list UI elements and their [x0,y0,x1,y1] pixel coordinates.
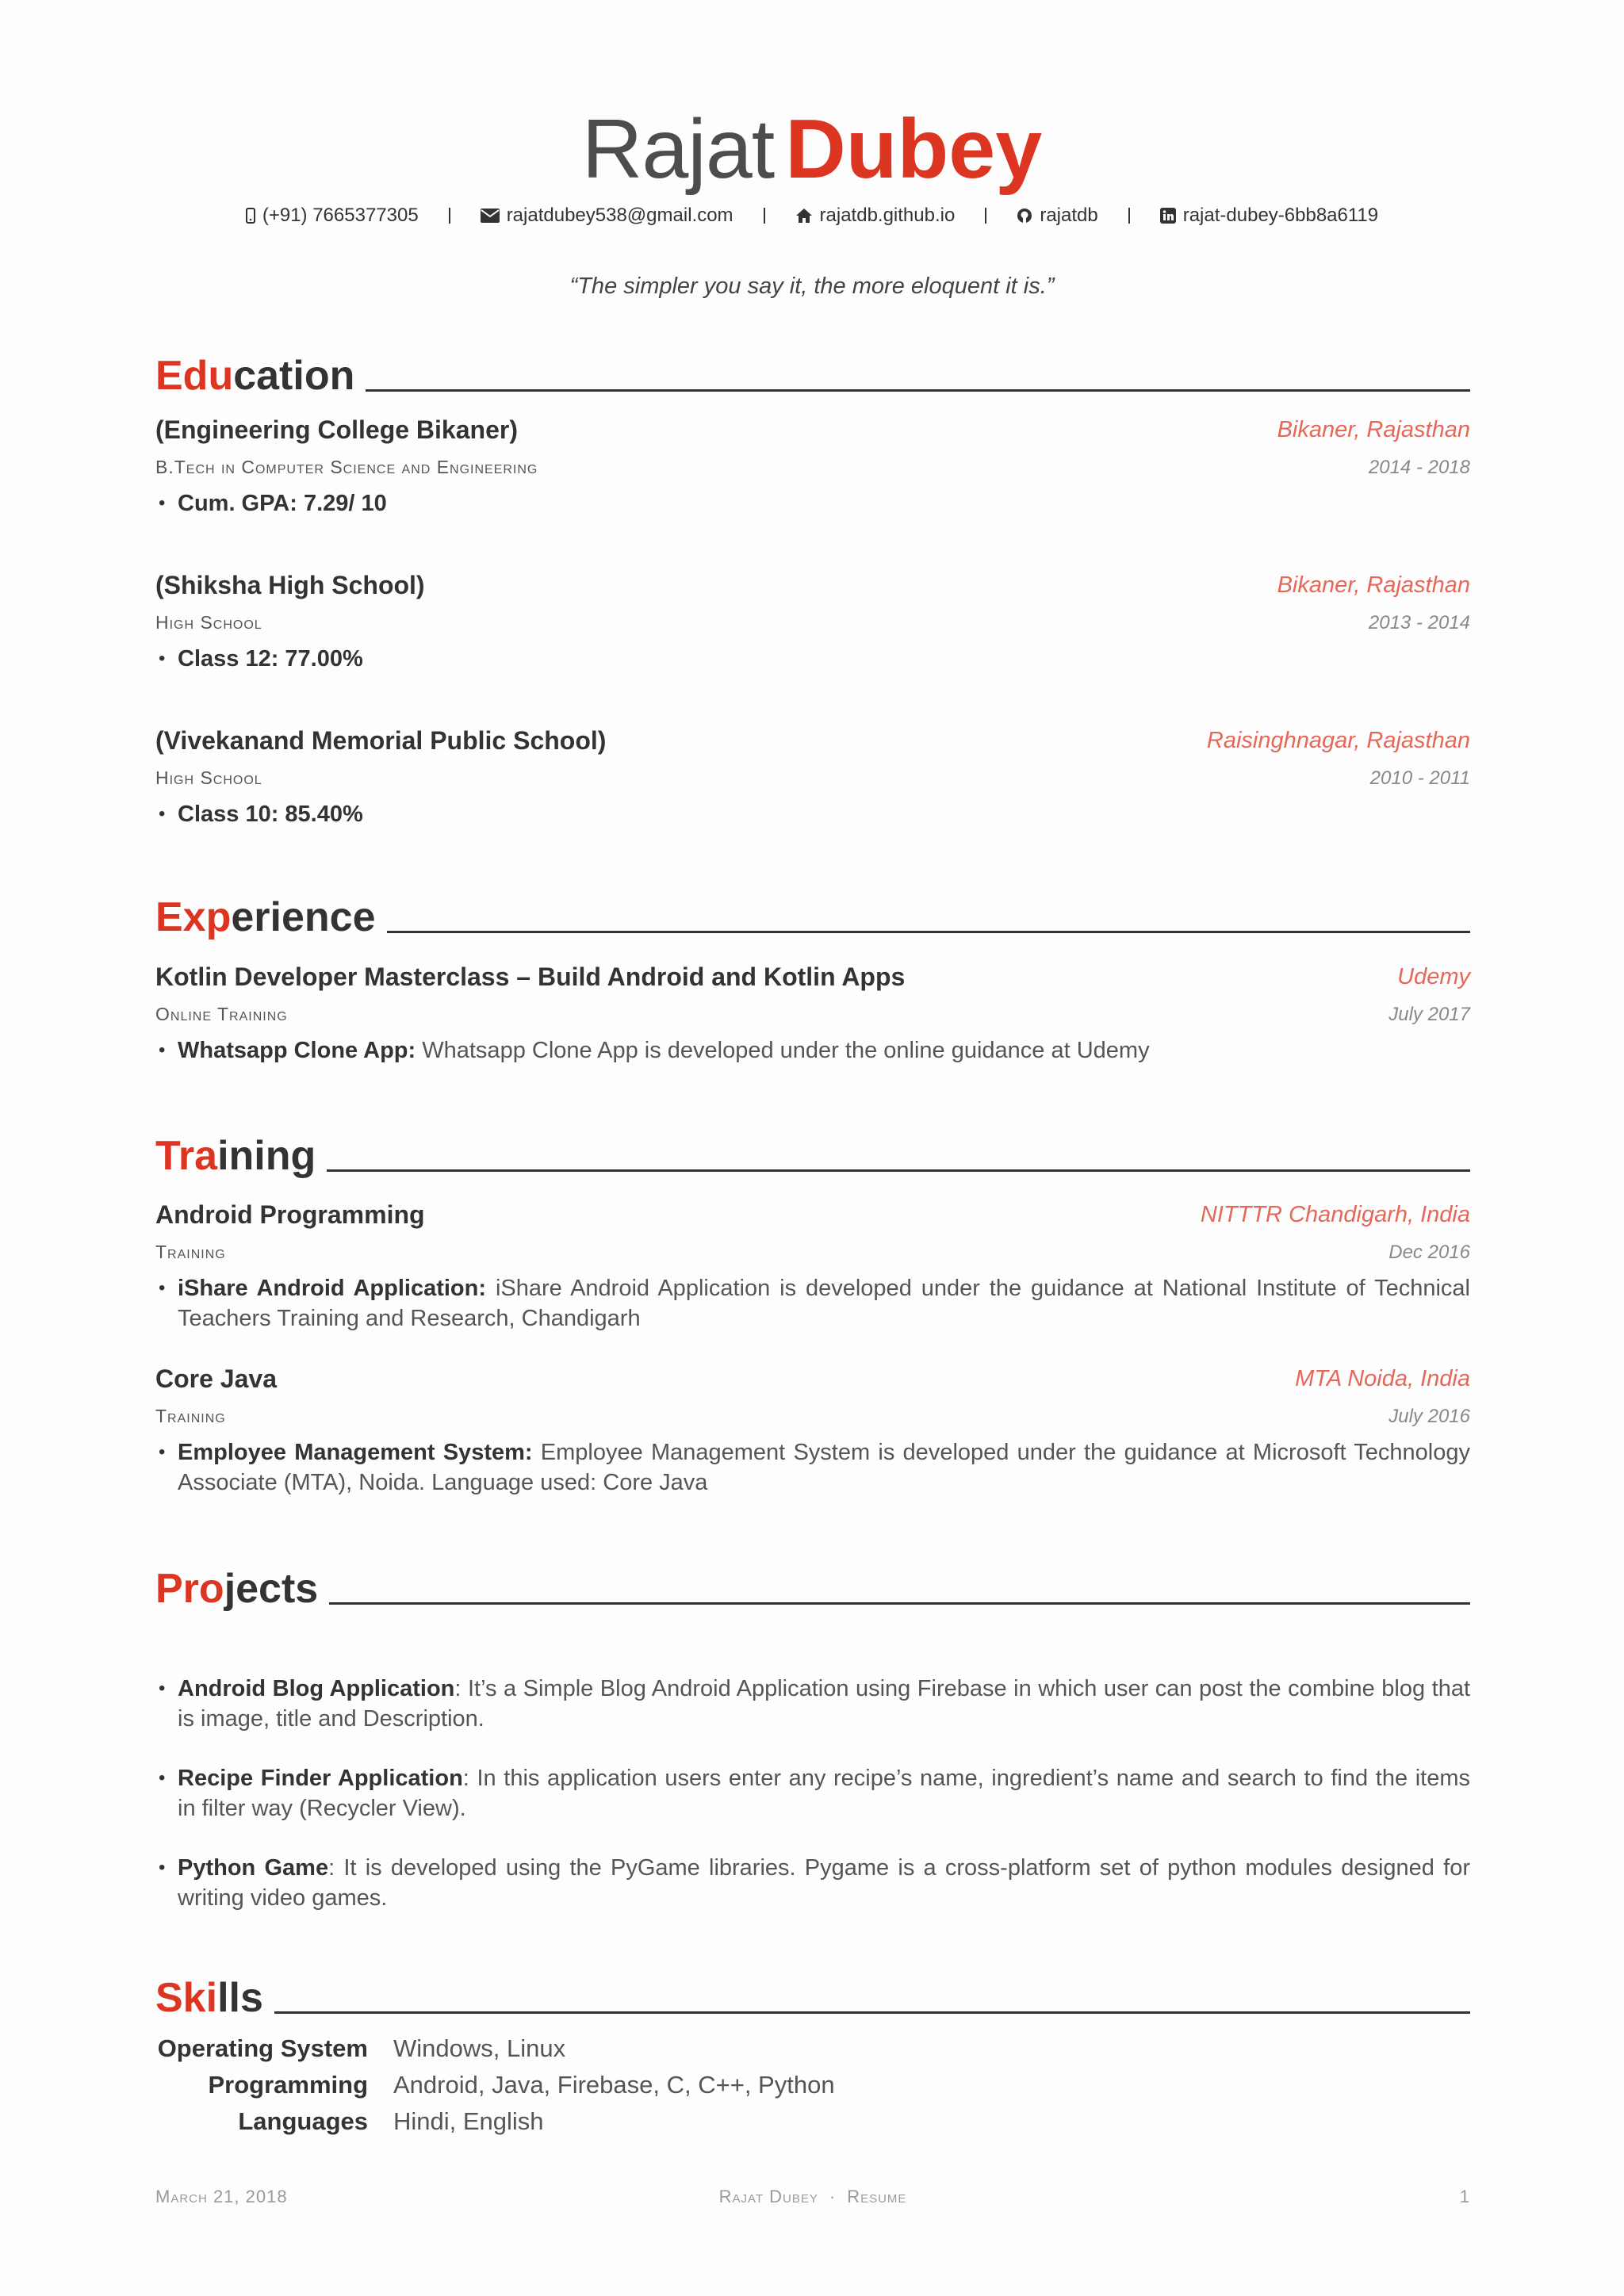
bullet: • [159,1678,166,1699]
entry-location: Bikaner, Rajasthan [1277,572,1470,598]
github-icon [1017,208,1032,224]
entry-date: July 2016 [1388,1406,1470,1427]
entry-item [155,488,1470,519]
entry-date: 2014 - 2018 [1368,457,1470,478]
contact-phone [246,205,419,227]
entry-date: 2013 - 2014 [1368,612,1470,633]
entry-location: Bikaner, Rajasthan [1277,417,1470,442]
section-rule [366,389,1470,392]
entry-location: Raisinghnagar, Rajasthan [1206,728,1470,753]
item-label: iShare Android Application: [178,1276,487,1301]
section-header [155,1971,1470,2022]
section-header [155,1129,1470,1180]
entry-location: MTA Noida, India [1295,1366,1470,1391]
mobile-phone-icon [246,208,255,224]
entry-position: High School [155,767,262,788]
bullet: • [159,1857,166,1878]
project-name: Python Game [178,1855,329,1881]
project-item [155,1853,1470,1913]
bullet: • [159,1039,166,1061]
entry-title: Kotlin Developer Masterclass – Build Android and Kotlin Apps [155,962,906,991]
resume-name [0,101,1624,197]
contact-row [0,203,1624,228]
skill-label: Languages [238,2107,368,2135]
skill-value: Windows, Linux [393,2034,566,2062]
item-text: Class 10: 85.40% [178,802,363,827]
project-name: Recipe Finder Application [178,1766,463,1791]
last-name: Dubey [785,102,1043,196]
projects-section [155,1562,1471,1911]
entry-date: 2010 - 2011 [1369,767,1470,789]
project-description: : In this application users enter any recipe’s name, ingredient’s name and search to find the items in filter way (Recycler View). [178,1766,1470,1821]
page-number: 1 [1459,2187,1470,2206]
footer-doc: Resume [847,2187,907,2206]
entry-item [155,799,1470,829]
entry-position: Online Training [155,1004,288,1024]
entry-title: (Vivekanand Memorial Public School) [155,726,607,755]
entry-title: (Engineering College Bikaner) [155,415,518,444]
contact-separator [985,208,986,224]
item-text: iShare Android Application is developed under the guidance at National Institute of Technical Teachers Training and Research, Chandigarh [178,1276,1471,1331]
entry-position: High School [155,612,262,633]
project-name: Android Blog Application [178,1676,455,1701]
section-header [155,349,1470,400]
section-rule [274,2011,1470,2014]
contact-separator [764,208,765,224]
bullet: • [159,1277,166,1299]
project-description: : It is developed using the PyGame libraries. Pygame is a cross-platform set of python modules designed for writing video games. [178,1855,1470,1911]
contact-github[interactable] [1017,205,1097,227]
entry-item [155,1035,1470,1066]
skill-label: Operating System [157,2034,368,2062]
item-label: Whatsapp Clone App: [178,1038,416,1063]
bullet: • [159,492,166,514]
skill-label: Programming [208,2071,368,2099]
first-name: Rajat [581,102,775,196]
linkedin-link[interactable]: rajat-dubey-6bb8a6119 [1182,205,1379,226]
section-rule [329,1602,1470,1605]
section-title: Skills [155,1975,263,2021]
contact-separator [1128,208,1130,224]
entry-date: Dec 2016 [1388,1242,1470,1263]
skills-section [155,1971,1470,2135]
project-item [155,1674,1470,1734]
project-description: : It’s a Simple Blog Android Application using Firebase in which user can post the combine blog that is image, title and Description. [178,1676,1471,1732]
entry-item [155,1273,1470,1334]
section-rule [387,931,1470,933]
bullet: • [159,1441,166,1463]
item-label: Employee Management System: [178,1440,533,1465]
entry-item [155,1437,1470,1498]
training-section [155,1129,1471,1495]
section-title: Experience [155,894,376,940]
home-icon [795,208,813,224]
entry-title: Android Programming [155,1200,425,1229]
entry-item [155,644,1470,674]
linkedin-icon [1160,208,1176,224]
item-text: Class 12: 77.00% [178,646,363,672]
footer-center [155,2187,1470,2207]
envelope-icon [481,209,500,223]
entry-date: July 2017 [1388,1004,1470,1025]
phone-text: (+91) 7665377305 [262,205,419,226]
section-rule [327,1169,1470,1172]
contact-separator [449,208,450,224]
skill-row [155,2107,1470,2142]
experience-section [155,890,1470,1063]
email-link[interactable]: rajatdubey538@gmail.com [506,205,733,226]
section-title: Projects [155,1566,319,1612]
section-title: Training [155,1133,316,1179]
entry-title: (Shiksha High School) [155,571,425,599]
skill-value: Hindi, English [393,2107,544,2135]
resume-quote: “The simpler you say it, the more eloquent it is.” [569,274,1055,299]
skill-row [155,2071,1470,2106]
entry-title: Core Java [155,1364,277,1393]
footer-name: Rajat Dubey [718,2187,818,2206]
entry-location: Udemy [1397,964,1470,989]
bullet: • [159,1767,166,1789]
entry-location: NITTTR Chandigarh, India [1200,1202,1470,1227]
contact-linkedin[interactable] [1160,205,1378,227]
github-link[interactable]: rajatdb [1040,205,1098,226]
section-header [155,1562,1470,1613]
skill-value: Android, Java, Firebase, C, C++, Python [393,2071,835,2099]
page-footer [155,2187,1470,2215]
entry-position: Training [155,1242,226,1262]
project-item [155,1763,1470,1823]
entry-position: Training [155,1406,226,1426]
contact-email[interactable] [481,205,733,227]
item-text: Employee Management System is developed under the guidance at Microsoft Technology Associate (MTA), Noida. Language used: Core Java [178,1440,1470,1495]
section-header [155,890,1470,941]
item-text: Whatsapp Clone App is developed under the online guidance at Udemy [422,1038,1150,1063]
footer-dot: · [829,2187,837,2206]
website-link[interactable]: rajatdb.github.io [819,205,956,226]
education-section [155,349,1470,827]
bullet: • [159,803,166,825]
section-title: Education [155,353,355,399]
item-text: Cum. GPA: 7.29/ 10 [178,491,387,516]
footer-date: March 21, 2018 [155,2187,288,2206]
skill-row [155,2034,1470,2069]
entry-position: B.Tech in Computer Science and Engineering [155,457,538,477]
contact-website[interactable] [795,205,956,227]
bullet: • [159,648,166,669]
